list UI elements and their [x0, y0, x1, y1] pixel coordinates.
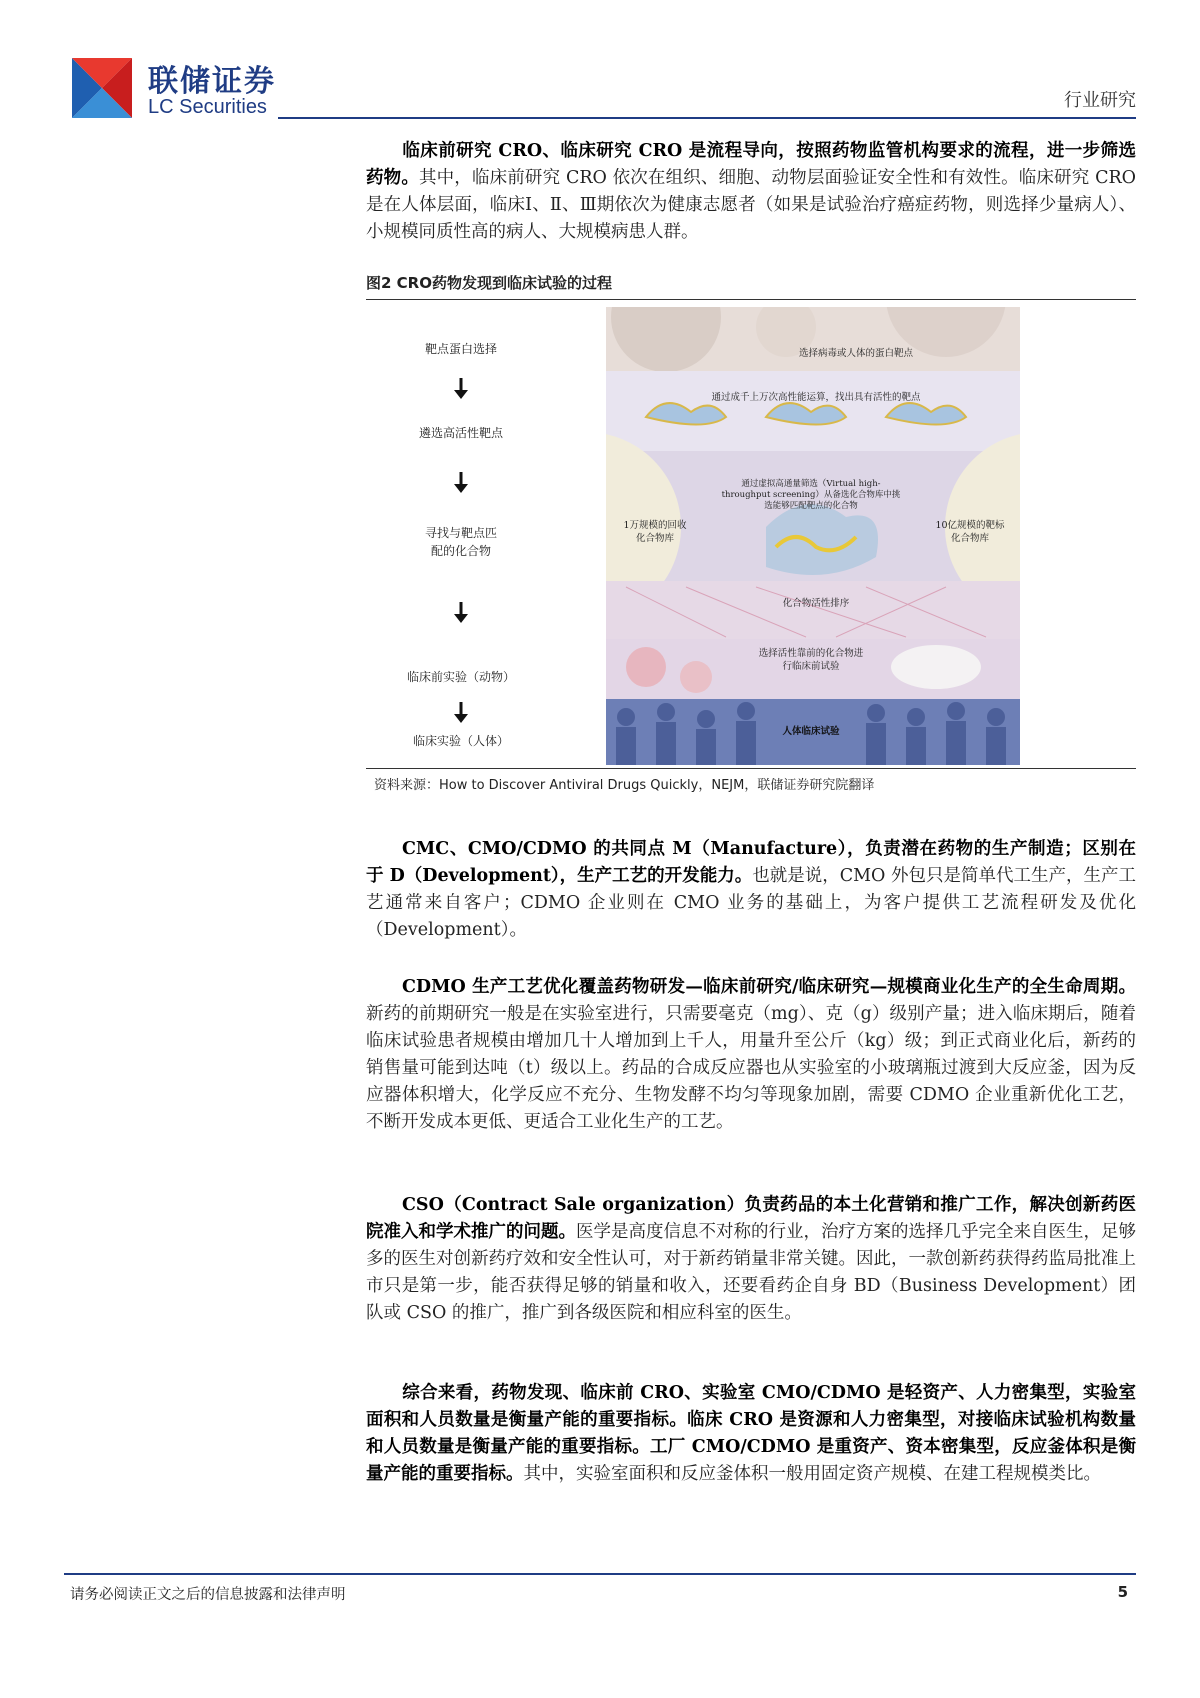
p3-text: 新药的前期研究一般是在实验室进行，只需要毫克（mg）、克（g）级别产量；进入临床期后，随着临床试验患者规模由增加几十人增加到上千人，用量升至公斤（kg）级；到正式商业化后，新药的销售量可能到达吨（t）级以上。药品的合成反应器也从实验室的小玻璃瓶过渡到大反应釜，因为反应器体积增大，化学反应不充分、生物发酵不均匀等现象加剧，需要 CDMO 企业重新优化工艺，不断开发成本更低、更适合工业化生产的工艺。	[366, 1004, 1136, 1132]
footer-disclaimer: 请务必阅读正文之后的信息披露和法律声明	[70, 1587, 346, 1603]
figure-source: 资料来源：How to Discover Antiviral Drugs Quickly，NEJM，联储证券研究院翻译	[374, 778, 875, 793]
p4-bold: CSO（Contract Sale organization）负责药品的本土化营销和推广工作，解决创新药医院准入和学术推广的问题。	[366, 1195, 1136, 1242]
figure-title: 图2 CRO药物发现到临床试验的过程	[366, 272, 1136, 300]
step-label-4: 临床前实验（动物）	[406, 670, 515, 684]
down-arrow-icon	[451, 602, 471, 624]
down-arrow-icon	[451, 378, 471, 400]
panel-text-6: 人体临床试验	[782, 726, 840, 737]
company-logo-icon	[72, 58, 132, 118]
p4-text: 医学是高度信息不对称的行业，治疗方案的选择几乎完全来自医生，足够多的医生对创新药疗效和安全性认可，对于新药销量非常关键。因此，一款创新药获得药监局批准上市只是第一步，能否获得足够的销量和收入，还要看药企自身 BD（Business Development）团队或 CSO 的推广，推广到各级医院和相应科室的医生。	[366, 1222, 1136, 1323]
panel-text-1: 选择病毒或人体的蛋白靶点	[798, 348, 913, 359]
panel-text-2: 通过成千上万次高性能运算，找出具有活性的靶点	[711, 392, 921, 403]
panel-text-5: 选择活性靠前的化合物进行临床前试验	[758, 648, 864, 672]
panel-text-4: 化合物活性排序	[782, 598, 850, 609]
step-label-5: 临床实验（人体）	[412, 734, 509, 748]
page-number: 5	[1117, 1583, 1128, 1601]
p5-bold: 综合来看，药物发现、临床前 CRO、实验室 CMO/CDMO 是轻资产、人力密集型，实验室面积和人员数量是衡量产能的重要指标。临床 CRO 是资源和人力密集型，对接临床试验机构数量和人员数量是衡量产能的重要指标。工厂 CMO/CDMO 是重资产、资本密集型，反应釜体积是衡量产能的重要指标。	[366, 1383, 1136, 1484]
p3-bold: CDMO 生产工艺优化覆盖药物研发—临床前研究/临床研究—规模商业化生产的全生命周期。	[402, 977, 1136, 997]
header-divider	[278, 117, 1136, 119]
paragraph-5	[366, 1380, 1136, 1488]
step-label-1: 靶点蛋白选择	[424, 342, 497, 356]
step-label-3: 寻找与靶点匹配的化合物	[424, 526, 497, 558]
down-arrow-icon	[451, 702, 471, 724]
p2-text: 也就是说，CMO 外包只是简单代工生产，生产工艺通常来自客户；CDMO 企业则在 CMO 业务的基础上，为客户提供工艺流程研发及优化（Development）。	[366, 866, 1136, 940]
paragraph-2	[366, 836, 1136, 944]
paragraph-4	[366, 1192, 1136, 1327]
paragraph-3	[366, 974, 1136, 1136]
process-illustration	[606, 307, 1020, 765]
panel-right-library: 10亿规模的靶标化合物库	[935, 520, 1005, 544]
brand-name-cn: 联储证券	[148, 64, 276, 99]
down-arrow-icon	[451, 472, 471, 494]
panel-left-library: 1万规模的回收化合物库	[623, 520, 687, 544]
p5-text: 其中，实验室面积和反应釜体积一般用固定资产规模、在建工程规模类比。	[523, 1464, 1101, 1484]
panel-text-3: 通过虚拟高通量筛选（Virtual high-throughput screening）从备选化合物库中挑选能够匹配靶点的化合物	[721, 479, 901, 511]
brand-name-en: LC Securities	[148, 96, 267, 118]
p2-bold: CMC、CMO/CDMO 的共同点 M（Manufacture），负责潜在药物的生产制造；区别在于 D（Development），生产工艺的开发能力。	[366, 839, 1136, 886]
paragraph-1	[366, 138, 1136, 246]
p1-text: 其中，临床前研究 CRO 依次在组织、细胞、动物层面验证安全性和有效性。临床研究 CRO 是在人体层面，临床Ⅰ、Ⅱ、Ⅲ期依次为健康志愿者（如果是试验治疗癌症药物，则选择少量病人）、小规模同质性高的病人、大规模病患人群。	[366, 168, 1137, 242]
footer-divider	[64, 1573, 1136, 1575]
section-label: 行业研究	[1064, 90, 1136, 111]
step-label-2: 遴选高活性靶点	[418, 426, 503, 440]
figure	[366, 304, 1136, 769]
p1-bold: 临床前研究 CRO、临床研究 CRO 是流程导向，按照药物监管机构要求的流程，进一步筛选药物。	[366, 141, 1136, 188]
